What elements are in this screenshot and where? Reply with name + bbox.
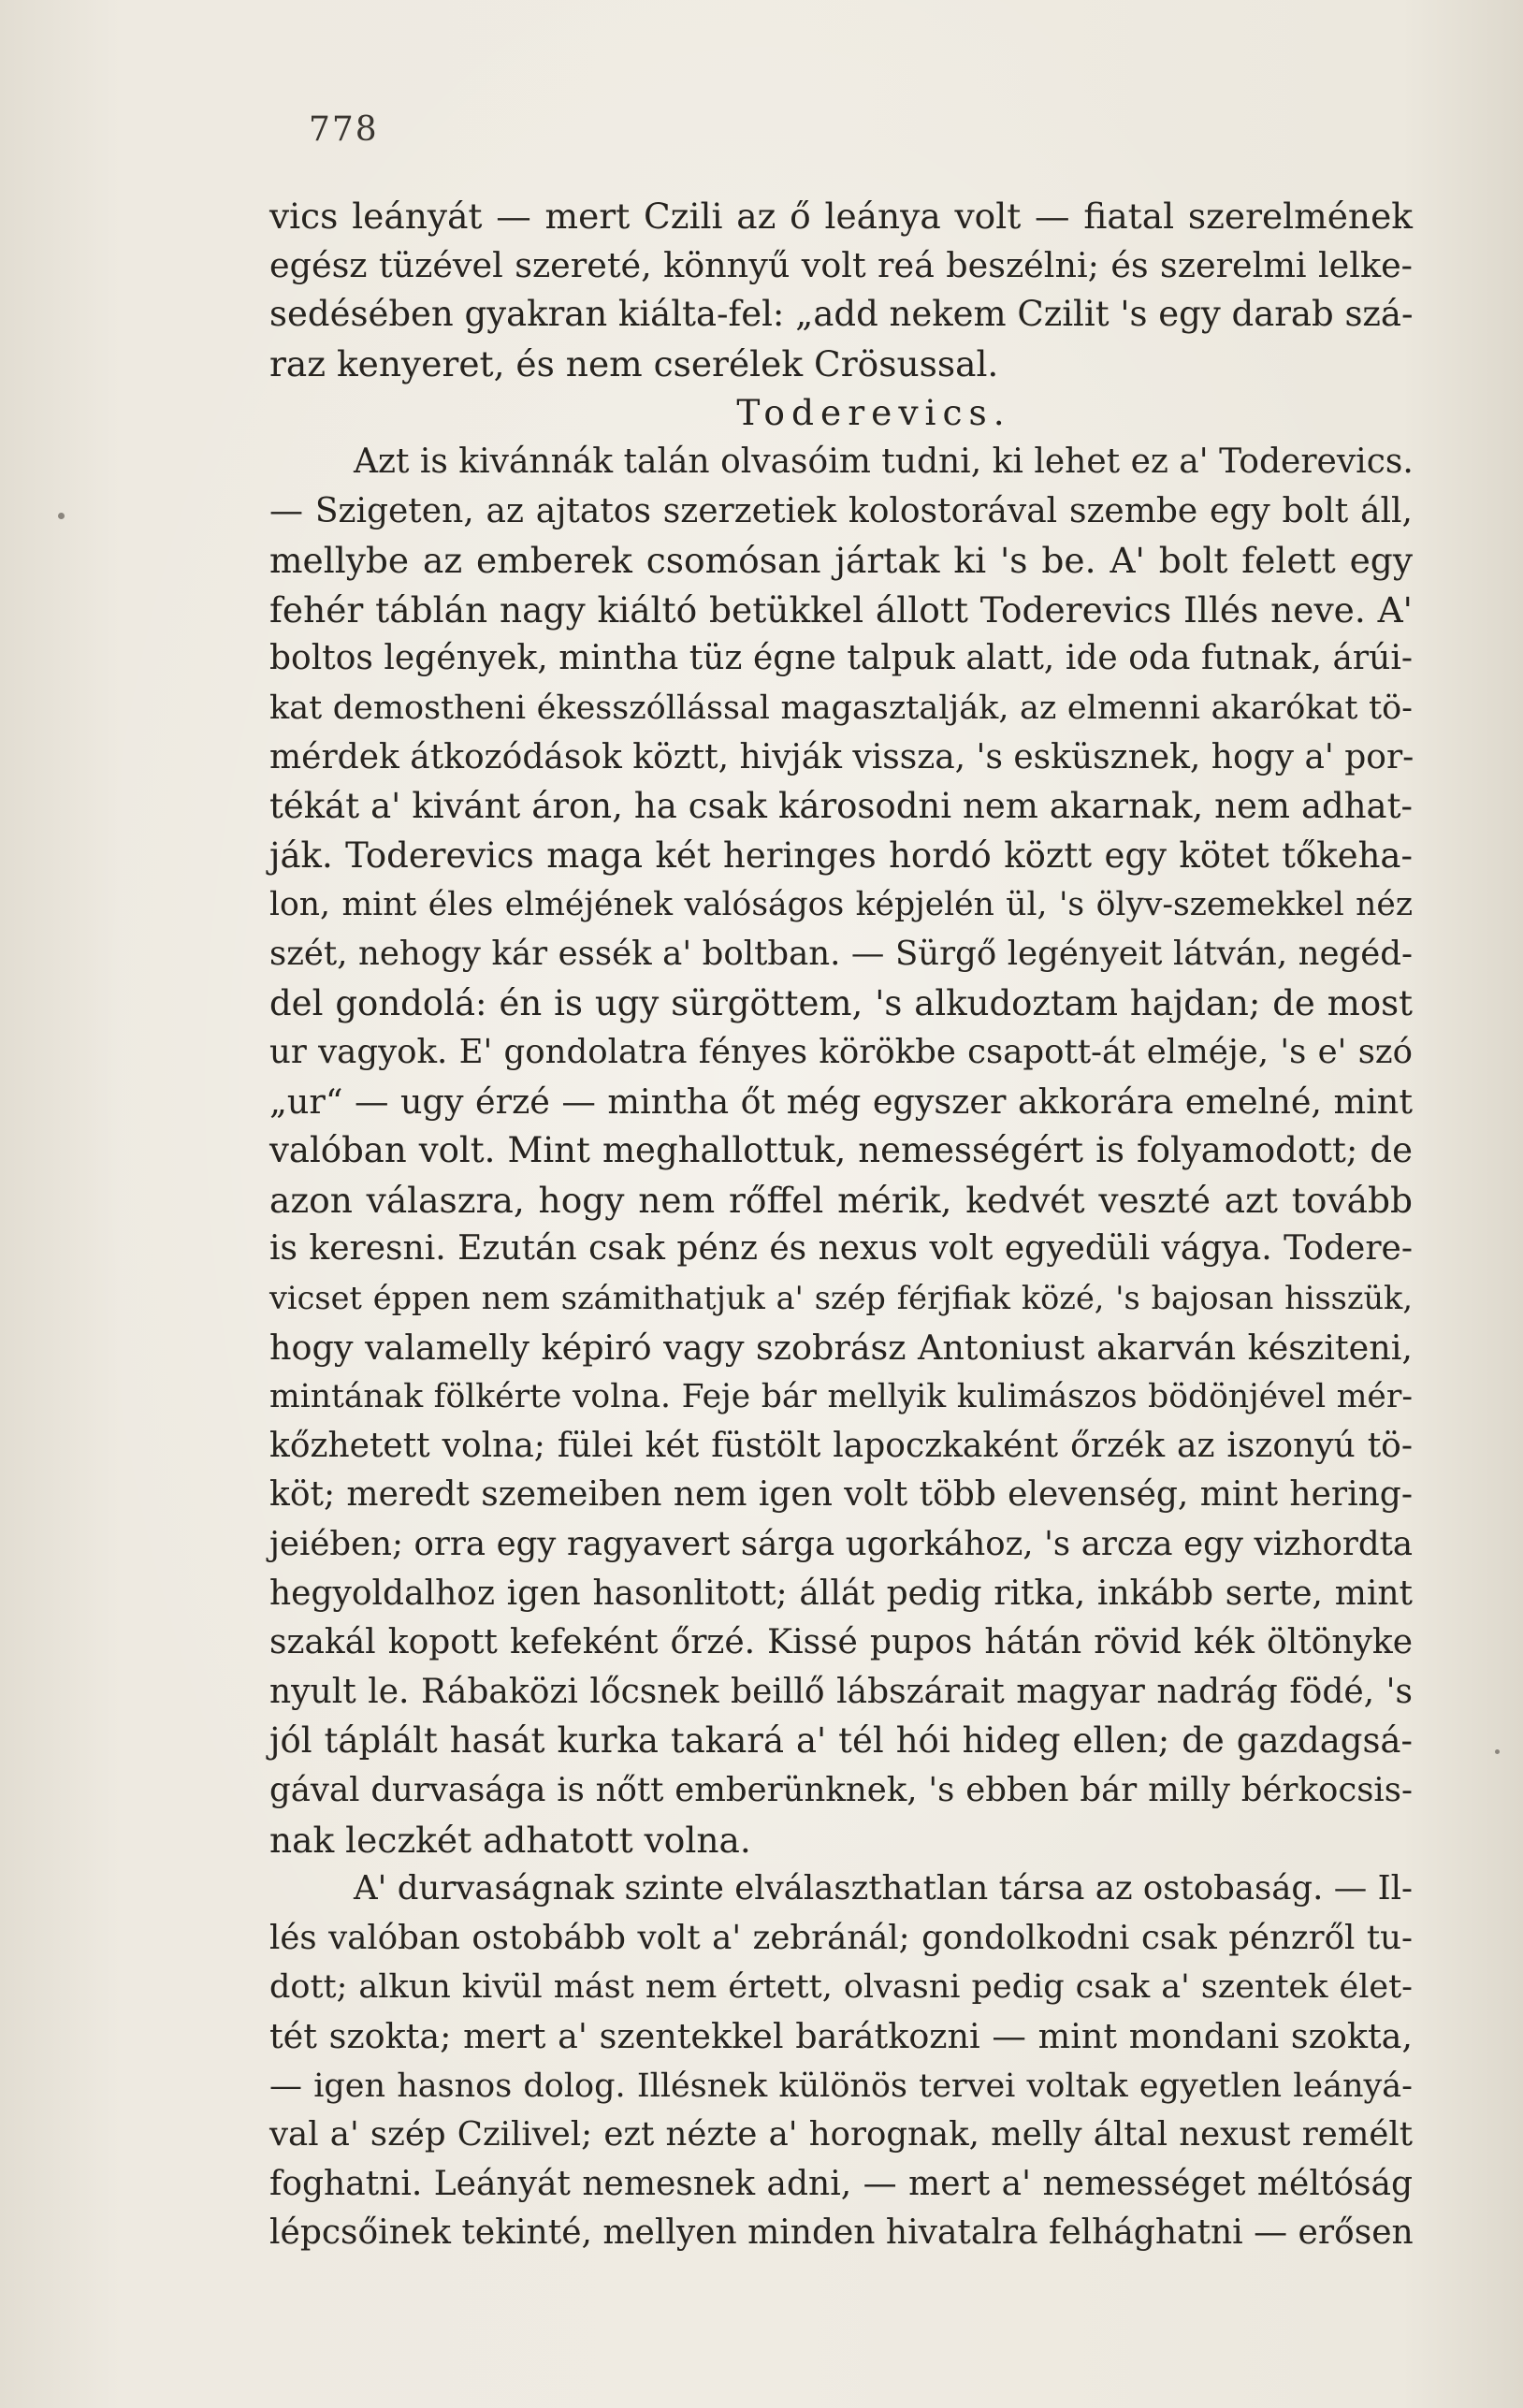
body-text [269, 192, 1413, 2258]
text-line: egész tüzével szereté, könnyű volt reá beszélni; és szerelmi lelke- [269, 244, 1413, 285]
text-line: szét, nehogy kár essék a' boltban. — Sürgő legényeit látván, negéd- [269, 934, 1413, 973]
text-line: lés valóban ostobább volt a' zebránál; gondolkodni csak pénzről tu- [269, 1918, 1413, 1957]
text-line: boltos legények, mintha tüz égne talpuk alatt, ide oda futnak, árúi- [269, 639, 1413, 678]
text-line: — Szigeten, az ajtatos szerzetiek kolostorával szembe egy bolt áll, [269, 491, 1413, 530]
text-line: valóban volt. Mint meghallottuk, nemességért is folyamodott; de [269, 1130, 1413, 1171]
text-line: jól táplált hasát kurka takará a' tél hói hideg ellen; de gazdagsá- [269, 1720, 1413, 1762]
text-line: jeiében; orra egy ragyavert sárga ugorkához, 's arcza egy vizhordta [269, 1525, 1413, 1564]
text-line: vicset éppen nem számithatjuk a' szép férjfiak közé, 's bajosan hisszük, [269, 1280, 1413, 1317]
text-line: lon, mint éles elméjének valóságos képjelén ül, 's ölyv-szemekkel néz [269, 886, 1413, 924]
text-line: szakál kopott kefeként őrzé. Kissé pupos hátán rövid kék öltönyke [269, 1623, 1413, 1662]
text-line: fehér táblán nagy kiáltó betükkel állott Toderevics Illés neve. A' [269, 588, 1413, 631]
ink-speck [1495, 1749, 1500, 1754]
text-line: foghatni. Leányát nemesnek adni, — mert a' nemességet méltóság [269, 2164, 1413, 2203]
text-line: mérdek átkozódások köztt, hivják vissza, 's esküsznek, hogy a' por- [269, 737, 1414, 776]
text-line: gával durvasága is nőtt emberünknek, 's ebben bár milly bérkocsis- [269, 1771, 1413, 1809]
text-line: hogy valamelly képiró vagy szobrász Antoniust akarván késziteni, [269, 1327, 1413, 1368]
ink-speck [58, 513, 65, 519]
text-line: azon válaszra, hogy nem rőffel mérik, kedvét veszté azt tovább [269, 1179, 1413, 1221]
text-line: nak leczkét adhatott volna. [269, 1819, 751, 1861]
page-number: 778 [309, 110, 379, 149]
text-line: tét szokta; mert a' szentekkel barátkozni — mint mondani szokta, [269, 2015, 1413, 2056]
text-line: dott; alkun kivül mást nem értett, olvasni pedig csak a' szentek élet- [269, 1968, 1413, 2007]
text-line: mellybe az emberek csomósan jártak ki 's be. A' bolt felett egy [269, 540, 1413, 582]
text-line: ur vagyok. E' gondolatra fényes körökbe csapott-át elméje, 's e' szó [269, 1033, 1413, 1072]
text-line: raz kenyeret, és nem cserélek Crösussal. [269, 342, 999, 384]
text-line: — igen hasnos dolog. Illésnek különös tervei voltak egyetlen leányá- [269, 2067, 1413, 2105]
text-line: tékát a' kivánt áron, ha csak károsodni nem akarnak, nem adhat- [269, 786, 1413, 827]
text-line: A' durvaságnak szinte elválaszthatlan társa az ostobaság. — Il- [354, 1869, 1413, 1908]
text-line: del gondolá: én is ugy sürgöttem, 's alkudoztam hajdan; de most [269, 982, 1413, 1023]
text-line: val a' szép Czilivel; ezt nézte a' horognak, melly által nexust remélt [269, 2115, 1413, 2154]
text-line: Azt is kivánnák talán olvasóim tudni, ki lehet ez a' Toderevics. [354, 442, 1414, 481]
text-line: köt; meredt szemeiben nem igen volt több elevenség, mint hering- [269, 1475, 1413, 1515]
text-line: nyult le. Rábaközi lőcsnek beillő lábszárait magyar nadrág födé, 's [269, 1672, 1413, 1711]
text-line: kat demostheni ékesszóllással magasztalják, az elmenni akarókat tö- [269, 689, 1413, 727]
text-line: mintának fölkérte volna. Feje bár mellyik kulimászos bödönjével mér- [269, 1378, 1413, 1416]
text-line: is keresni. Ezután csak pénz és nexus volt egyedüli vágya. Todere- [269, 1229, 1413, 1269]
text-line: hegyoldalhoz igen hasonlitott; állát pedig ritka, inkább serte, mint [269, 1574, 1413, 1613]
text-line: lépcsőinek tekinté, mellyen minden hivatalra felhághatni — erősen [269, 2213, 1414, 2253]
text-line: sedésében gyakran kiálta-fel: „add nekem Czilit 's egy darab szá- [269, 294, 1414, 335]
text-line: kőzhetett volna; fülei két füstölt lapoczkaként őrzék az iszonyú tö- [269, 1426, 1413, 1465]
text-line: vics leányát — mert Czili az ő leánya volt — fiatal szerelmének [269, 196, 1413, 237]
section-heading: Toderevics. [736, 392, 1011, 434]
text-line: „ur“ — ugy érzé — mintha őt még egyszer akkorára emelné, mint [269, 1081, 1413, 1122]
text-line: ják. Toderevics maga két heringes hordó köztt egy kötet tőkeha- [269, 834, 1413, 876]
